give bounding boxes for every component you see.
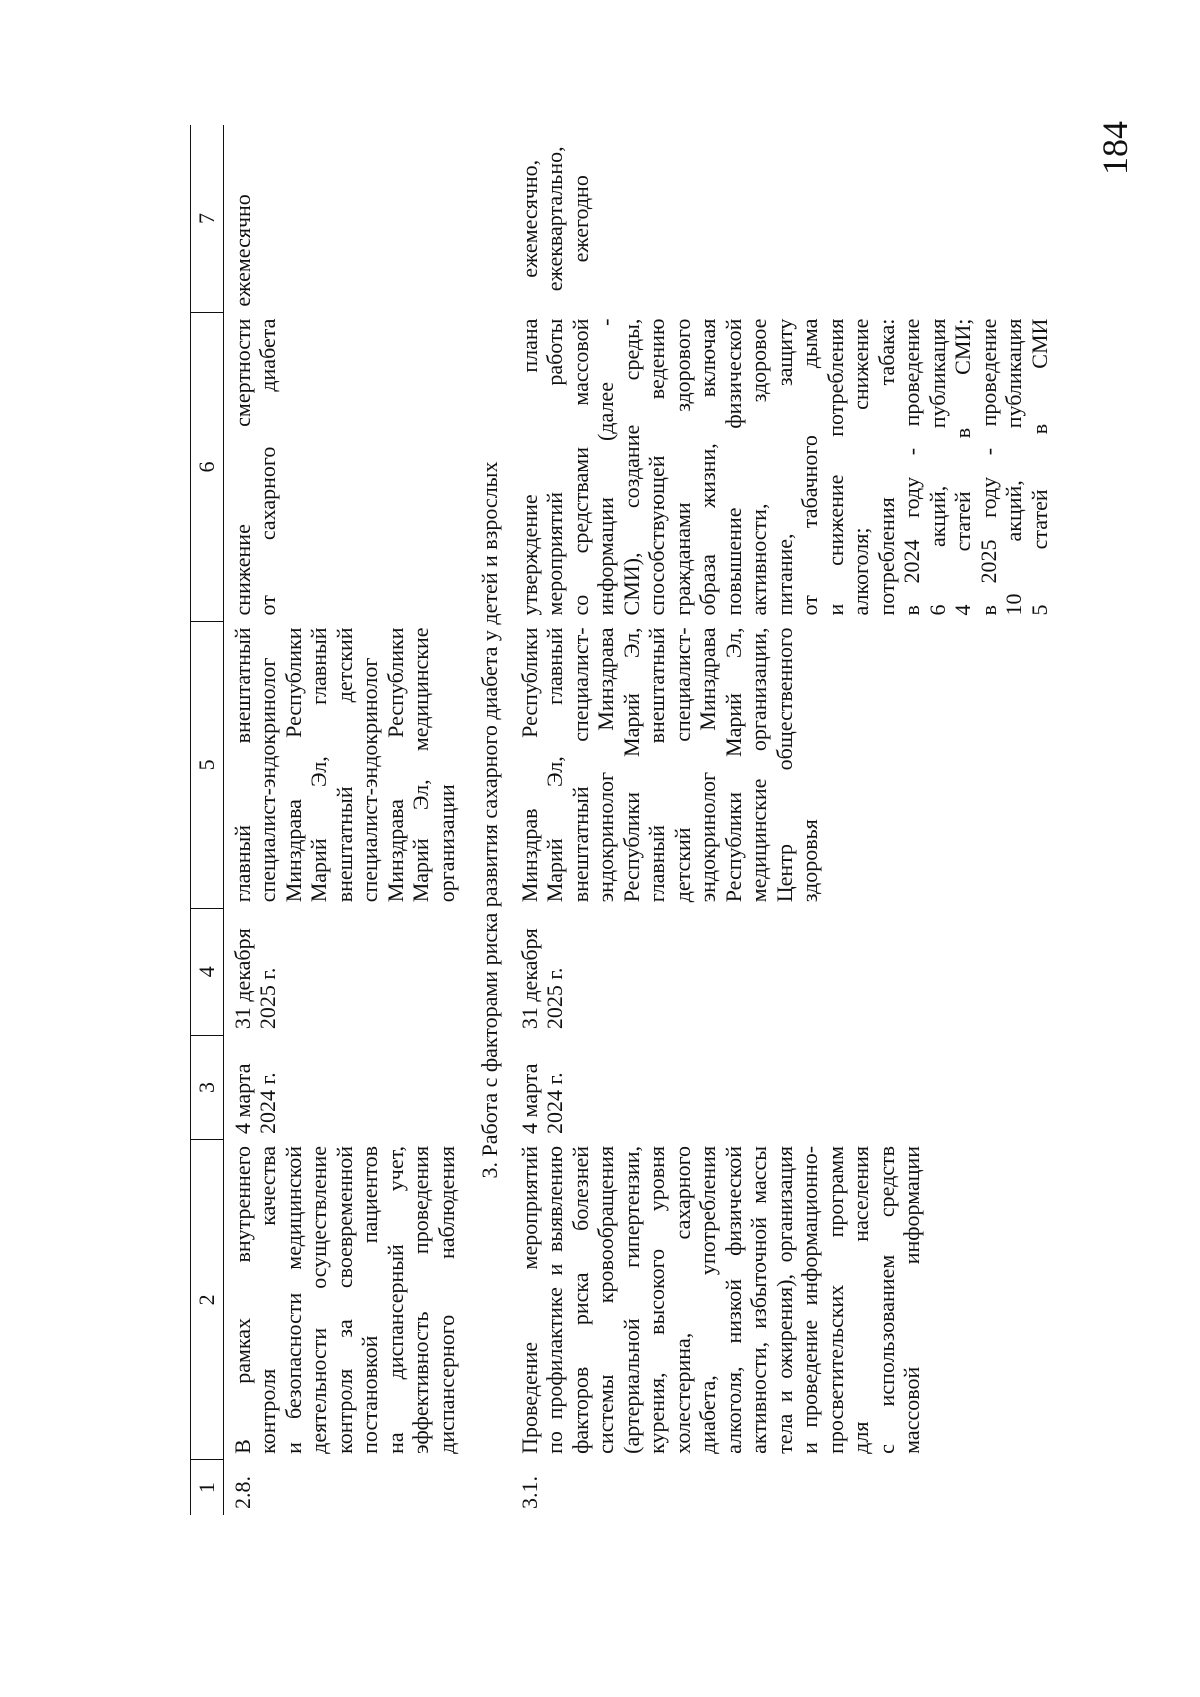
cell-line: в 2024 году - проведение [899, 318, 924, 616]
cell-line: ежегодно [567, 175, 593, 263]
cell-line: по профилактике и выявлению [542, 1145, 567, 1454]
cell-line: Минздрава Республики [382, 627, 408, 903]
cell-line: активности, здоровое [746, 318, 771, 616]
header-cell: 4 [191, 908, 224, 1035]
cell-line: гражданами здорового [669, 318, 695, 616]
start-date: 4 марта 2024 г. [516, 1063, 567, 1134]
cell-line: диабета, употребления [695, 1145, 720, 1454]
cell-line: (артериальной гипертензии, [618, 1145, 644, 1454]
cell-line: внештатный специалист- [567, 627, 593, 903]
cell-line: в 2025 году - проведение [975, 318, 1001, 616]
row-number: 2.8. [229, 1476, 255, 1509]
cell-line: и безопасности медицинской [280, 1145, 306, 1454]
header-row [191, 125, 224, 1515]
cell-line: ежемесячно [229, 194, 255, 307]
cell-line: информации (далее - [593, 318, 618, 616]
cell-line: Центр общественного [771, 627, 797, 903]
header-cell: 7 [191, 125, 224, 313]
cell-line: 4 статей в СМИ; [950, 318, 975, 616]
header-cell: 2 [191, 1140, 224, 1460]
header-cell: 1 [191, 1460, 224, 1515]
start-date: 4 марта 2024 г. [229, 1063, 280, 1134]
table-row [511, 125, 1059, 1515]
page-number: 184 [1095, 121, 1135, 175]
end-date: 31 декабря 2025 г. [229, 928, 280, 1030]
cell-line: просветительских программ [822, 1145, 848, 1454]
cell-line: массовой информации [899, 1145, 924, 1454]
activity-cell [511, 1140, 1059, 1460]
header-cell: 5 [191, 621, 224, 908]
cell-line: потребления табака: [873, 318, 899, 616]
cell-line: Марий Эл, главный [306, 627, 331, 903]
cell-line: алкоголя; снижение [848, 318, 873, 616]
cell-line: от сахарного диабета [255, 318, 280, 616]
activity-cell [223, 1140, 465, 1460]
cell-line: 5 статей в СМИ [1026, 318, 1052, 616]
plan-table [190, 125, 1058, 1515]
table-row [223, 125, 465, 1515]
cell-line: ежемесячно, [516, 159, 542, 278]
result-cell [223, 313, 465, 622]
cell-line: активности, избыточной массы [746, 1145, 771, 1454]
cell-line: деятельности осуществление [306, 1145, 331, 1454]
section-row [465, 125, 511, 1515]
cell-line: Республики Марий Эл, [720, 627, 746, 903]
frequency-cell [511, 125, 1059, 313]
cell-line: эндокринолог Минздрава [695, 627, 720, 903]
cell-line: организации [433, 784, 459, 903]
frequency-cell [223, 125, 465, 313]
cell-line: специалист-эндокринолог [255, 657, 280, 903]
cell-line: 6 акций, публикация [924, 318, 950, 616]
cell-line: контроля качества [255, 1145, 280, 1454]
cell-line: факторов риска болезней [567, 1145, 593, 1454]
cell-line: от табачного дыма [797, 318, 822, 616]
cell-line: для населения [848, 1145, 873, 1454]
cell-line: холестерина, сахарного [669, 1145, 695, 1454]
cell-line: 10 акций, публикация [1001, 318, 1026, 616]
cell-line: СМИ), создание среды, [618, 318, 644, 616]
cell-line: алкоголя, низкой физической [720, 1145, 746, 1454]
cell-line: В рамках внутреннего [229, 1145, 255, 1454]
cell-line: утверждение плана [516, 318, 542, 616]
end-date: 31 декабря 2025 г. [516, 928, 567, 1030]
cell-line: мероприятий работы [542, 318, 567, 616]
cell-line: ежеквартально, [542, 146, 567, 292]
cell-line: медицинские организации, [746, 627, 771, 903]
cell-line: главный внештатный [644, 627, 669, 903]
cell-line: и проведение информационно- [797, 1145, 822, 1454]
cell-line: эндокринолог Минздрава [593, 627, 618, 903]
cell-line: Марий Эл, главный [542, 627, 567, 903]
cell-line: специалист-эндокринолог [357, 657, 382, 903]
cell-line: способствующей ведению [644, 318, 669, 616]
cell-line: главный внештатный [229, 627, 255, 903]
cell-line: внештатный детский [331, 627, 357, 903]
cell-line: системы кровообращения [593, 1145, 618, 1454]
cell-line: здоровья [797, 819, 822, 903]
rotated-table-container [190, 125, 1090, 1515]
cell-line: на диспансерный учет, [382, 1145, 408, 1454]
header-cell: 6 [191, 313, 224, 622]
responsible-cell [223, 621, 465, 908]
header-cell: 3 [191, 1035, 224, 1140]
row-number: 3.1. [516, 1476, 542, 1509]
cell-line: и снижение потребления [822, 318, 848, 616]
cell-line: со средствами массовой [567, 318, 593, 616]
cell-line: тела и ожирения), организация [771, 1145, 797, 1454]
cell-line: постановкой пациентов [357, 1145, 382, 1454]
responsible-cell [511, 621, 1059, 908]
cell-line: эффективность проведения [408, 1145, 433, 1454]
cell-line: диспансерного наблюдения [433, 1145, 459, 1454]
cell-line: с использованием средств [873, 1145, 899, 1454]
cell-line: Минздрава Республики [280, 627, 306, 903]
result-cell [511, 313, 1059, 622]
cell-line: Марий Эл, медицинские [408, 627, 433, 903]
cell-line: Проведение мероприятий [516, 1145, 542, 1454]
cell-line: детский специалист- [669, 627, 695, 903]
cell-line: контроля за своевременной [331, 1145, 357, 1454]
cell-line: Минздрав Республики [516, 627, 542, 903]
cell-line: повышение физической [720, 318, 746, 616]
cell-line: снижение смертности [229, 318, 255, 616]
cell-line: курения, высокого уровня [644, 1145, 669, 1454]
section-title: 3. Работа с факторами риска развития сахарного диабета у детей и взрослых [477, 461, 502, 1179]
cell-line: Республики Марий Эл, [618, 627, 644, 903]
cell-line: образа жизни, включая [695, 318, 720, 616]
cell-line: питание, защиту [771, 318, 797, 616]
